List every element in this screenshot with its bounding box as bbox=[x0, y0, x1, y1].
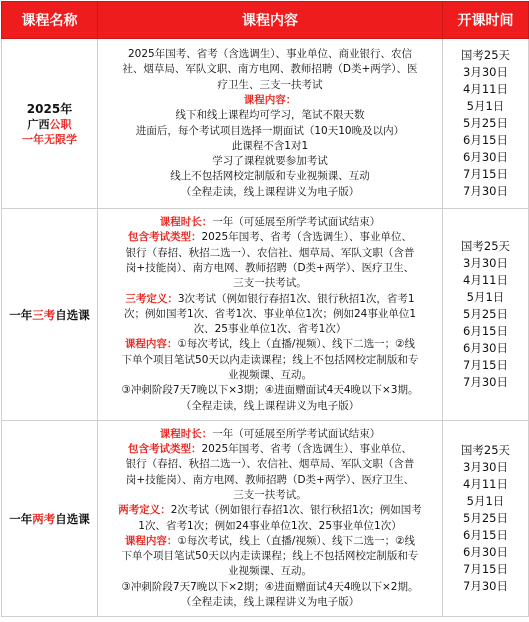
start-date: 6月15日 bbox=[463, 324, 508, 339]
exam-types-line: 岗+技能岗）、南方电网、教师招聘（D类+两学）、医疗卫生、 bbox=[125, 473, 415, 486]
intro-line: 疗卫生、三支一扶考试 bbox=[217, 78, 323, 91]
definition-line: 3次考试（例如银行春招1次、银行秋招1次，省考1 bbox=[177, 292, 415, 305]
start-date: 4月11日 bbox=[463, 272, 508, 287]
content-line: 线上不包括网校定制版和专业视频课、互动 bbox=[170, 170, 370, 183]
duration-label: 课程时长： bbox=[159, 427, 213, 440]
content-line: 线下和线上课程均可学习，笔试不限天数 bbox=[175, 109, 365, 122]
content-line: 业视频课、互动。 bbox=[228, 369, 312, 382]
start-date: 6月15日 bbox=[463, 133, 508, 148]
header-start-time: 开课时间 bbox=[443, 2, 529, 39]
start-times-cell bbox=[443, 421, 529, 617]
content-line: 业视频课、互动。 bbox=[228, 565, 312, 578]
start-times-cell bbox=[443, 39, 529, 209]
exam-types-line: 银行（春招、秋招二选一）、农信社、烟草局、军队文职（含普 bbox=[125, 458, 415, 471]
start-date: 国考25天 bbox=[460, 442, 511, 457]
start-date: 4月11日 bbox=[463, 81, 508, 96]
content-line: 此课程不含1对1 bbox=[231, 139, 309, 152]
start-date: 7月15日 bbox=[463, 358, 508, 373]
start-date: 5月25日 bbox=[463, 115, 508, 130]
start-date: 5月1日 bbox=[466, 98, 505, 113]
course-name-prefix: 一年 bbox=[9, 511, 33, 526]
start-times-cell bbox=[443, 209, 529, 421]
content-line: 学习了课程就要参加考试 bbox=[212, 155, 328, 168]
table-row bbox=[2, 421, 529, 617]
course-content-cell bbox=[98, 421, 443, 617]
start-date: 5月25日 bbox=[463, 306, 508, 321]
exam-types-label: 包含考试类型： bbox=[128, 443, 202, 456]
content-line: ①每次考试，线上（直播/视频）、线下二选一；②线 bbox=[177, 338, 416, 351]
duration-text: 一年（可延展至所学考试面试结束） bbox=[212, 216, 381, 229]
intro-line: 2025年国考、省考（含选调生）、事业单位、商业银行、农信 bbox=[128, 48, 412, 61]
definition-line: 次、25事业单位1次、省考1次） bbox=[193, 323, 347, 336]
content-line: ①每次考试，线上（直播/视频）、线下二选一；②线 bbox=[177, 534, 416, 547]
course-name-suffix: 自选课 bbox=[55, 511, 90, 526]
content-line: （全程走读，线上课程讲义为电子版） bbox=[180, 185, 360, 198]
course-name-cell bbox=[2, 209, 98, 421]
content-line: ③冲刺阶段7天7晚以下×3期；④进面赠面试4天4晚以下×3期。 bbox=[121, 384, 419, 397]
content-line: 下单个项目笔试50天以内走读课程；线上不包括网校定制版和专 bbox=[121, 550, 419, 563]
duration-text: 一年（可延展至所学考试面试结束） bbox=[212, 427, 381, 440]
content-line: ③冲刺阶段7天7晚以下×2期；④进面赠面试4天4晚以下×2期。 bbox=[121, 580, 419, 593]
start-date: 5月1日 bbox=[466, 493, 505, 508]
content-line: （全程走读，线上课程讲义为电子版） bbox=[180, 399, 360, 412]
start-date: 6月30日 bbox=[463, 341, 508, 356]
header-course-name: 课程名称 bbox=[2, 2, 98, 39]
exam-types-line: 2025年国考、省考（含选调生）、事业单位、 bbox=[201, 231, 412, 244]
exam-types-line: 银行（春招、秋招二选一）、农信社、烟草局、军队文职（含普 bbox=[125, 246, 415, 259]
start-date: 国考25天 bbox=[460, 238, 511, 253]
content-label: 课程内容： bbox=[243, 93, 297, 106]
start-date: 6月15日 bbox=[463, 528, 508, 543]
start-date: 7月30日 bbox=[463, 579, 508, 594]
start-date: 国考25天 bbox=[460, 47, 511, 62]
course-name-cell bbox=[2, 421, 98, 617]
duration-label: 课程时长： bbox=[159, 216, 213, 229]
exam-types-line: 岗+技能岗）、南方电网、教师招聘（D类+两学）、医疗卫生、 bbox=[125, 261, 415, 274]
header-course-content: 课程内容 bbox=[98, 2, 443, 39]
table-row bbox=[2, 39, 529, 209]
content-line: （全程走读，线上课程讲义为电子版） bbox=[180, 595, 360, 608]
start-date: 7月15日 bbox=[463, 562, 508, 577]
start-date: 7月15日 bbox=[463, 167, 508, 182]
definition-label: 三考定义： bbox=[125, 292, 178, 305]
intro-line: 社、烟草局、军队文职、南方电网、教师招聘（D类+两学）、医 bbox=[122, 63, 418, 76]
region-highlight: 公职 bbox=[49, 118, 72, 131]
course-name-plan: 一年无限学 bbox=[22, 133, 77, 146]
course-name-cell bbox=[2, 39, 98, 209]
content-label: 课程内容： bbox=[124, 338, 178, 351]
definition-label: 两考定义： bbox=[118, 504, 171, 517]
definition-line: 次；例如国考1次、省考1次、事业单位1次；例如24事业单位1 bbox=[123, 307, 417, 320]
course-content-cell bbox=[98, 39, 443, 209]
start-date: 3月30日 bbox=[463, 459, 508, 474]
start-date: 3月30日 bbox=[463, 255, 508, 270]
start-date: 5月1日 bbox=[466, 289, 505, 304]
content-line: 进面后，每个考试项目选择一期面试（10天10晚及以内） bbox=[135, 124, 405, 137]
course-table bbox=[1, 1, 529, 617]
definition-line: 1次、省考1次；例如24事业单位1次、25事业单位1次） bbox=[138, 519, 402, 532]
course-name-region bbox=[3, 117, 96, 132]
exam-types-line: 2025年国考、省考（含选调生）、事业单位、 bbox=[201, 443, 412, 456]
course-name-highlight: 三考 bbox=[32, 307, 56, 322]
start-date: 7月30日 bbox=[463, 375, 508, 390]
start-date: 3月30日 bbox=[463, 64, 508, 79]
course-name-year: 2025年 bbox=[26, 102, 73, 116]
course-name-prefix: 一年 bbox=[9, 307, 33, 322]
course-content-cell bbox=[98, 209, 443, 421]
start-date: 6月30日 bbox=[463, 545, 508, 560]
start-date: 4月11日 bbox=[463, 476, 508, 491]
table-row bbox=[2, 209, 529, 421]
content-label: 课程内容： bbox=[124, 534, 178, 547]
start-date: 7月30日 bbox=[463, 184, 508, 199]
definition-line: 2次考试（例如银行春招1次、银行秋招1次；例如国考 bbox=[170, 504, 422, 517]
course-name-highlight: 两考 bbox=[32, 511, 56, 526]
course-name-suffix: 自选课 bbox=[55, 307, 90, 322]
start-date: 6月30日 bbox=[463, 150, 508, 165]
exam-types-line: 三支一扶考试。 bbox=[233, 488, 307, 501]
exam-types-line: 三支一扶考试。 bbox=[233, 277, 307, 290]
content-line: 下单个项目笔试50天以内走读课程；线上不包括网校定制版和专 bbox=[121, 353, 419, 366]
header-row bbox=[2, 2, 529, 39]
start-date: 5月25日 bbox=[463, 510, 508, 525]
region-text: 广西 bbox=[27, 118, 50, 131]
exam-types-label: 包含考试类型： bbox=[128, 231, 202, 244]
